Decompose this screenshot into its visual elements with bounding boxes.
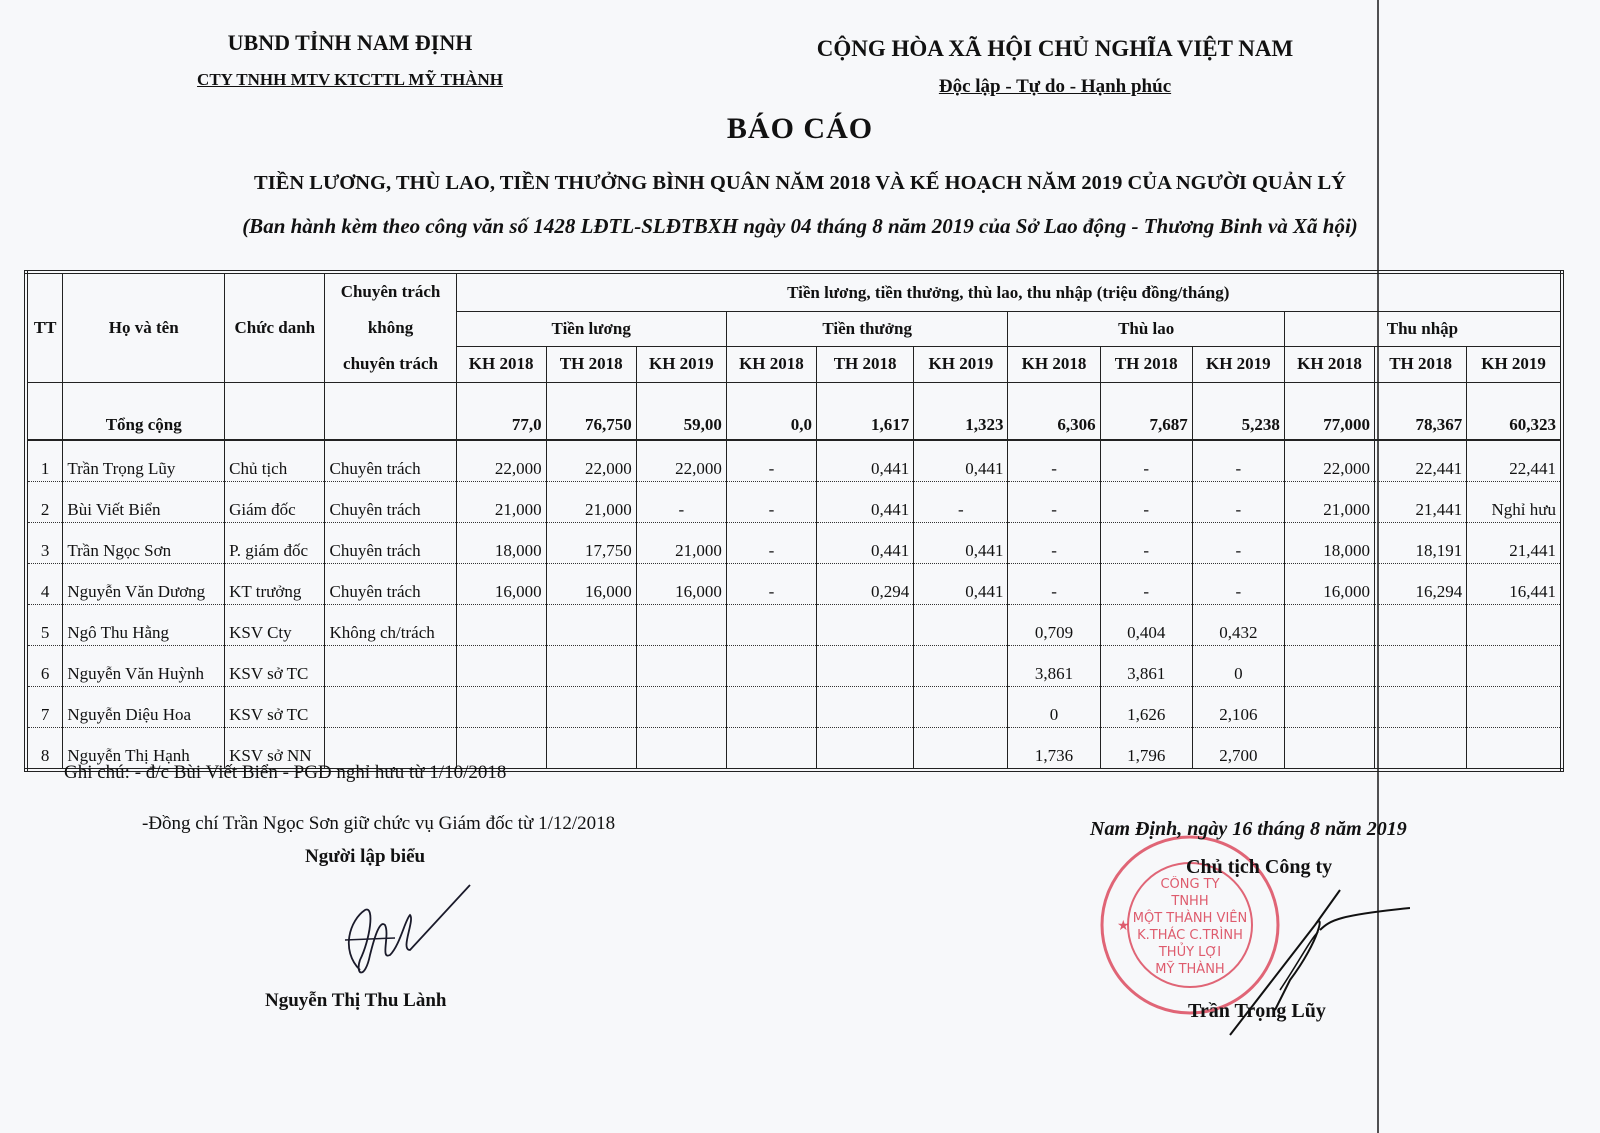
place-date: Nam Định, ngày 16 tháng 8 năm 2019 xyxy=(1090,818,1407,840)
table-row xyxy=(26,440,1562,482)
header-type-line1: Chuyên trách xyxy=(340,282,441,301)
total-value: 77,000 xyxy=(1284,383,1374,441)
row-position: Giám đốc xyxy=(225,482,325,523)
row-value: 16,000 xyxy=(456,564,546,605)
row-value: 21,000 xyxy=(546,482,636,523)
row-value: 2,106 xyxy=(1192,687,1284,728)
national-title: CỘNG HÒA XÃ HỘI CHỦ NGHĨA VIỆT NAM xyxy=(816,36,1294,61)
note-line-2: -Đồng chí Trần Ngọc Sơn giữ chức vụ Giám đốc từ 1/12/2018 xyxy=(142,813,616,834)
row-value: - xyxy=(1008,482,1100,523)
header-sub: TH 2018 xyxy=(816,346,913,382)
row-value xyxy=(1375,605,1467,646)
row-tt: 4 xyxy=(26,564,63,605)
row-type: Chuyên trách xyxy=(325,564,456,605)
row-value: 1,796 xyxy=(1100,728,1192,771)
row-value: 22,000 xyxy=(456,440,546,482)
row-value: - xyxy=(726,482,816,523)
row-value: 1,736 xyxy=(1008,728,1100,771)
total-value: 59,00 xyxy=(636,383,726,441)
row-value: - xyxy=(1192,564,1284,605)
total-value: 76,750 xyxy=(546,383,636,441)
row-name: Ngô Thu Hằng xyxy=(63,605,225,646)
row-tt: 1 xyxy=(26,440,63,482)
total-value: 1,323 xyxy=(914,383,1008,441)
row-value xyxy=(1375,687,1467,728)
row-value: - xyxy=(1008,523,1100,564)
table-row xyxy=(26,646,1562,687)
national-motto: Độc lập - Tự do - Hạnh phúc xyxy=(938,76,1172,97)
row-tt: 6 xyxy=(26,646,63,687)
preparer-title: Người lập biểu xyxy=(305,846,426,867)
row-name: Nguyễn Văn Dương xyxy=(63,564,225,605)
row-value: - xyxy=(726,440,816,482)
company-name: CTY TNHH MTV KTCTTL MỸ THÀNH xyxy=(197,70,503,89)
header-sub: KH 2018 xyxy=(1284,346,1374,382)
header-sub: KH 2019 xyxy=(1192,346,1284,382)
row-value: - xyxy=(1100,523,1192,564)
issued-note: (Ban hành kèm theo công văn số 1428 LĐTL-SLĐTBXH ngày 04 tháng 8 năm 2019 của Sở Lao động - Thương Binh và Xã hội) xyxy=(242,214,1358,238)
row-value xyxy=(546,646,636,687)
row-value xyxy=(1467,605,1562,646)
row-value xyxy=(1467,687,1562,728)
header-sub: KH 2019 xyxy=(636,346,726,382)
note-line-1: Ghi chú: - đ/c Bùi Viết Biển - PGĐ nghỉ hưu từ 1/10/2018 xyxy=(64,762,507,783)
header-sub: KH 2019 xyxy=(1467,346,1562,382)
table-row xyxy=(26,482,1562,523)
header-sub: TH 2018 xyxy=(1100,346,1192,382)
total-value: 1,617 xyxy=(816,383,913,441)
row-value xyxy=(546,605,636,646)
row-tt: 3 xyxy=(26,523,63,564)
row-value: - xyxy=(636,482,726,523)
row-value: 0,441 xyxy=(816,440,913,482)
header-type-line3: chuyên trách xyxy=(343,354,438,373)
chair-name: Trần Trọng Lũy xyxy=(1188,1000,1326,1022)
header-sub: TH 2018 xyxy=(1375,346,1467,382)
row-value: 18,191 xyxy=(1375,523,1467,564)
header-sub: TH 2018 xyxy=(546,346,636,382)
total-value: 60,323 xyxy=(1467,383,1562,441)
row-value xyxy=(726,646,816,687)
row-value: 1,626 xyxy=(1100,687,1192,728)
row-value: 21,000 xyxy=(636,523,726,564)
row-value: 0,441 xyxy=(914,523,1008,564)
row-value xyxy=(816,605,913,646)
row-value: 0,441 xyxy=(914,440,1008,482)
row-type: Chuyên trách xyxy=(325,523,456,564)
header-sub: KH 2018 xyxy=(456,346,546,382)
header-group-remuneration: Thù lao xyxy=(1008,312,1284,346)
table-row xyxy=(26,687,1562,728)
row-tt: 5 xyxy=(26,605,63,646)
row-value: - xyxy=(1100,440,1192,482)
total-row xyxy=(26,383,1562,441)
row-value: 21,000 xyxy=(456,482,546,523)
row-value xyxy=(1467,728,1562,771)
row-value: 21,441 xyxy=(1375,482,1467,523)
row-value xyxy=(726,687,816,728)
row-value xyxy=(456,646,546,687)
row-value xyxy=(636,728,726,771)
row-name: Nguyễn Thị Hạnh xyxy=(63,728,225,771)
row-value: 22,000 xyxy=(636,440,726,482)
header-group-bonus: Tiền thưởng xyxy=(726,312,1008,346)
row-tt: 8 xyxy=(26,728,63,771)
row-position: KSV sở TC xyxy=(225,646,325,687)
header-name: Họ và tên xyxy=(63,272,225,383)
table-row xyxy=(26,564,1562,605)
row-value xyxy=(546,687,636,728)
row-value xyxy=(1467,646,1562,687)
row-value: 0,441 xyxy=(816,482,913,523)
row-value: 0 xyxy=(1192,646,1284,687)
total-value: 7,687 xyxy=(1100,383,1192,441)
stamp-line-4: K.THÁC C.TRÌNH xyxy=(1137,928,1243,943)
row-value: 16,294 xyxy=(1375,564,1467,605)
total-label: Tổng cộng xyxy=(63,383,225,441)
row-value: 0,441 xyxy=(816,523,913,564)
header-type xyxy=(325,272,456,383)
row-value: 21,000 xyxy=(1284,482,1374,523)
row-value: 0,432 xyxy=(1192,605,1284,646)
row-value: 16,441 xyxy=(1467,564,1562,605)
row-type xyxy=(325,687,456,728)
svg-text:★: ★ xyxy=(1117,919,1130,934)
total-value: 0,0 xyxy=(726,383,816,441)
header-type-line2: không xyxy=(367,318,414,337)
row-value: 0,404 xyxy=(1100,605,1192,646)
row-value xyxy=(456,687,546,728)
row-value: 22,441 xyxy=(1375,440,1467,482)
agency-name: UBND TỈNH NAM ĐỊNH xyxy=(227,30,473,55)
row-value: 3,861 xyxy=(1008,646,1100,687)
row-name: Trần Ngọc Sơn xyxy=(63,523,225,564)
stamp-line-6: MỸ THÀNH xyxy=(1155,962,1225,977)
header-sub: KH 2019 xyxy=(914,346,1008,382)
row-value: - xyxy=(1100,564,1192,605)
row-value: 22,000 xyxy=(546,440,636,482)
row-value xyxy=(726,728,816,771)
table-row xyxy=(26,605,1562,646)
row-value xyxy=(914,605,1008,646)
row-position: Chủ tịch xyxy=(225,440,325,482)
row-value: - xyxy=(1192,482,1284,523)
table-row xyxy=(26,523,1562,564)
row-value: - xyxy=(1008,440,1100,482)
row-value xyxy=(1375,728,1467,771)
row-value xyxy=(1284,605,1374,646)
header-position: Chức danh xyxy=(225,272,325,383)
row-value: 21,441 xyxy=(1467,523,1562,564)
total-value: 78,367 xyxy=(1375,383,1467,441)
row-position: KSV Cty xyxy=(225,605,325,646)
row-name: Trần Trọng Lũy xyxy=(63,440,225,482)
header-tt: TT xyxy=(26,272,63,383)
stamp-line-3: MỘT THÀNH VIÊN xyxy=(1132,911,1248,926)
row-value xyxy=(456,605,546,646)
row-position: KT trưởng xyxy=(225,564,325,605)
row-position: KSV sở TC xyxy=(225,687,325,728)
row-value: 0,709 xyxy=(1008,605,1100,646)
document-subtitle: TIỀN LƯƠNG, THÙ LAO, TIỀN THƯỞNG BÌNH QUÂN NĂM 2018 VÀ KẾ HOẠCH NĂM 2019 CỦA NGƯỜI QUẢN LÝ xyxy=(254,172,1346,194)
row-value: - xyxy=(1192,440,1284,482)
row-value: - xyxy=(1100,482,1192,523)
row-value xyxy=(1284,687,1374,728)
row-value: - xyxy=(726,523,816,564)
row-value: - xyxy=(1192,523,1284,564)
row-value xyxy=(1284,646,1374,687)
row-value xyxy=(914,728,1008,771)
chair-title: Chủ tịch Công ty xyxy=(1186,856,1333,878)
total-value: 6,306 xyxy=(1008,383,1100,441)
row-value: 0,441 xyxy=(914,564,1008,605)
row-value xyxy=(816,728,913,771)
header-group-salary: Tiền lương xyxy=(456,312,726,346)
row-value: 16,000 xyxy=(636,564,726,605)
preparer-signature-icon xyxy=(320,880,480,990)
row-value xyxy=(726,605,816,646)
total-value: 5,238 xyxy=(1192,383,1284,441)
row-value xyxy=(816,687,913,728)
row-type xyxy=(325,646,456,687)
row-value: 0,294 xyxy=(816,564,913,605)
row-value: 2,700 xyxy=(1192,728,1284,771)
document-title: BÁO CÁO xyxy=(726,112,874,145)
row-value: 16,000 xyxy=(1284,564,1374,605)
stamp-line-5: THỦY LỢI xyxy=(1158,945,1222,960)
row-value: 0 xyxy=(1008,687,1100,728)
row-value xyxy=(914,646,1008,687)
row-type: Chuyên trách xyxy=(325,440,456,482)
row-type: Chuyên trách xyxy=(325,482,456,523)
salary-report-table xyxy=(24,270,1564,772)
row-tt: 2 xyxy=(26,482,63,523)
row-tt: 7 xyxy=(26,687,63,728)
row-value xyxy=(1375,646,1467,687)
row-name: Nguyễn Diệu Hoa xyxy=(63,687,225,728)
row-value: 22,000 xyxy=(1284,440,1374,482)
row-value: 17,750 xyxy=(546,523,636,564)
row-type: Không ch/trách xyxy=(325,605,456,646)
row-value xyxy=(636,605,726,646)
row-value xyxy=(816,646,913,687)
row-value: 18,000 xyxy=(456,523,546,564)
preparer-name: Nguyễn Thị Thu Lành xyxy=(265,990,447,1011)
row-value: 18,000 xyxy=(1284,523,1374,564)
row-value xyxy=(636,687,726,728)
row-value: 3,861 xyxy=(1100,646,1192,687)
row-name: Nguyễn Văn Huỳnh xyxy=(63,646,225,687)
stamp-line-2: TNHH xyxy=(1171,894,1209,909)
header-sub: KH 2018 xyxy=(1008,346,1100,382)
row-position: P. giám đốc xyxy=(225,523,325,564)
header-group-income: Thu nhập xyxy=(1284,312,1562,346)
row-value: 16,000 xyxy=(546,564,636,605)
total-value: 77,0 xyxy=(456,383,546,441)
row-position: KSV sở NN xyxy=(225,728,325,771)
stamp-line-1: CÔNG TY xyxy=(1160,877,1220,892)
row-value xyxy=(1284,728,1374,771)
row-value: Nghỉ hưu xyxy=(1467,482,1562,523)
row-name: Bùi Viết Biển xyxy=(63,482,225,523)
row-value: - xyxy=(726,564,816,605)
row-value: - xyxy=(1008,564,1100,605)
row-value: - xyxy=(914,482,1008,523)
row-value: 22,441 xyxy=(1467,440,1562,482)
row-value xyxy=(636,646,726,687)
row-value xyxy=(546,728,636,771)
header-group-all: Tiền lương, tiền thưởng, thù lao, thu nhập (triệu đồng/tháng) xyxy=(456,272,1562,312)
header-sub: KH 2018 xyxy=(726,346,816,382)
row-value xyxy=(914,687,1008,728)
